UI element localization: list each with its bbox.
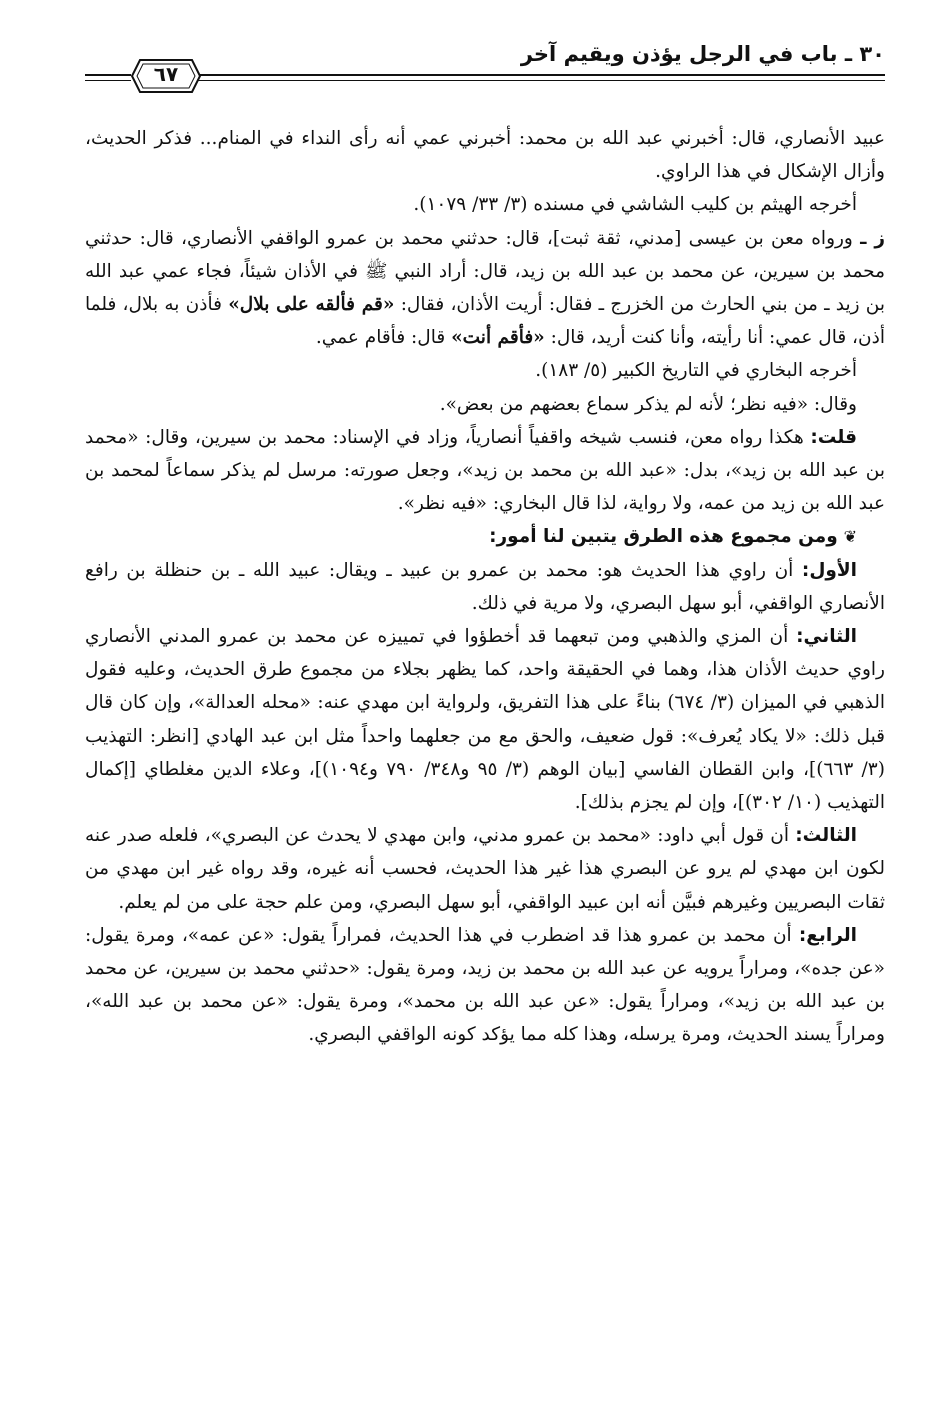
- matters-heading-text: ومن مجموع هذه الطرق يتبين لنا أمور:: [489, 526, 838, 548]
- matter-third-text: أن قول أبي داود: «محمد بن عمرو مدني، وابن مهدي لا يحدث عن البصري»، فلعله صدر عنه لكون ابن مهدي لم يرو عن البصري هذا غير هذا الحديث، فحسب أنه غيره، وقد رواه غير ابن مهدي من ثقات البصريين وغيرهم فبيَّن أنه ابن عبيد الواقفي، أبو سهل البصري، ومن علم حجة على من لم يعلم.: [85, 825, 885, 913]
- paragraph-continuation: عبيد الأنصاري، قال: أخبرني عبد الله بن محمد: أخبرني عمي أنه رأى النداء في المنام... فذكر الحديث، وأزال الإشكال في هذا الراوي.: [85, 128, 885, 183]
- matter-third-label: الثالث:: [795, 825, 857, 847]
- page-number: ٦٧: [153, 62, 179, 86]
- section-letter: ز ـ: [860, 227, 885, 249]
- matter-second: [85, 620, 885, 819]
- paragraph-z-text-a: ورواه معن بن عيسى [مدني، ثقة ثبت]، قال: حدثني محمد بن عمرو الواقفي الأنصاري، قال: حدثني محمد بن سيرين، عن محمد بن عبد الله بن زيد، قال: أراد النبي ﷺ في الأذان شيئاً، فجاء عمي عبد الله بن زيد ـ من بني الحارث من الخزرج ـ فقال: أريت الأذان، فقال:: [85, 227, 886, 316]
- ornament-icon: ❦: [843, 527, 857, 547]
- hadith-quote-1: «قم فألقه على بلال»: [228, 294, 395, 316]
- header-rule: [195, 74, 885, 81]
- main-text: [85, 122, 885, 1052]
- running-head: ٣٠ ـ باب في الرجل يؤذن ويقيم آخر: [520, 42, 885, 66]
- hadith-quote-2: «فأقم أنت»: [451, 327, 545, 349]
- matter-second-text: أن المزي والذهبي ومن تبعهما قد أخطؤوا في تمييزه عن محمد بن عمرو المدني الأنصاري راوي حديث الأذان هذا، وهما في الحقيقة واحد، كما يظهر بجلاء من مجموع طرق الحديث، وعليه فقول الذهبي في الميزان (٣/ ٦٧٤) بناءً على هذا التفريق، ولرواية ابن مهدي عنه: «محله العدالة»، وإن كان قال قبل ذلك: «لا يكاد يُعرف»: قول ضعيف، والحق مع من جعلهما واحداً مثل ابن عبد الهادي [انظر: التهذيب (٣/ ٦٦٣)]، وابن القطان الفاسي [بيان الوهم (٣/ ٩٥ و٣٤٨/ ٧٩٠ و١٠٩٤)]، وعلاء الدين مغلطاي [إكمال التهذيب (١٠/ ٣٠٢)]، وإن لم يجزم بذلك].: [85, 626, 885, 814]
- paragraph-z-text-b: فأذن به بلال، فلما أذن، قال عمي: أنا رأيته، وأنا كنت أريد، قال:: [85, 294, 885, 349]
- header-rule-left: [85, 74, 131, 81]
- paragraph-haytham: أخرجه الهيثم بن كليب الشاشي في مسنده (٣/ ٣٣/ ١٠٧٩).: [413, 194, 857, 216]
- matter-first-text: أن راوي هذا الحديث هو: محمد بن عمرو بن عبيد ـ ويقال: عبيد الله ـ بن حنظلة بن رافع الأنصاري الواقفي، أبو سهل البصري، ولا مرية في ذلك.: [85, 559, 885, 614]
- paragraph-z-text-c: قال: فأقام عمي.: [315, 327, 452, 349]
- page-header: [85, 38, 885, 98]
- matter-second-label: الثاني:: [796, 626, 857, 648]
- matter-fourth: [85, 919, 885, 1052]
- matter-third: [85, 819, 885, 919]
- matter-first-label: الأول:: [801, 559, 857, 581]
- paragraph-z: [85, 222, 885, 355]
- qultu-label: قلت:: [810, 426, 857, 448]
- page-number-badge: [130, 58, 202, 94]
- paragraph-bukhari-comment: وقال: «فيه نظر؛ لأنه لم يذكر سماع بعضهم من بعض».: [439, 393, 857, 415]
- matter-fourth-label: الرابع:: [798, 924, 857, 946]
- paragraph-qultu: [85, 421, 885, 521]
- matters-heading: [85, 520, 885, 553]
- qultu-text: هكذا رواه معن، فنسب شيخه واقفياً أنصارياً، وزاد في الإسناد: محمد بن سيرين، وقال: «محمد بن عبد الله بن زيد»، بدل: «عبد الله بن محمد بن زيد»، وجعل صورته: مرسل لم يذكر سماعاً لمحمد بن عبد الله بن زيد من عمه، ولا رواية، لذا قال البخاري: «فيه نظر».: [85, 426, 885, 515]
- matter-fourth-text: أن محمد بن عمرو هذا قد اضطرب في هذا الحديث، فمراراً يقول: «عن عمه»، ومرة يقول: «عن جده»، ومراراً يرويه عن عبد الله بن محمد بن زيد، ومرة يقول: «حدثني محمد بن سيرين، عن محمد بن عبد الله بن زيد»، ومراراً يقول: «عن عبد الله بن محمد»، ومرة يقول: «عن محمد بن عبد الله»، ومراراً يسند الحديث، ومرة يرسله، وهذا كله مما يؤكد كونه الواقفي البصري.: [85, 924, 885, 1046]
- paragraph-bukhari: أخرجه البخاري في التاريخ الكبير (٥/ ١٨٣).: [535, 360, 857, 382]
- matter-first: [85, 554, 885, 620]
